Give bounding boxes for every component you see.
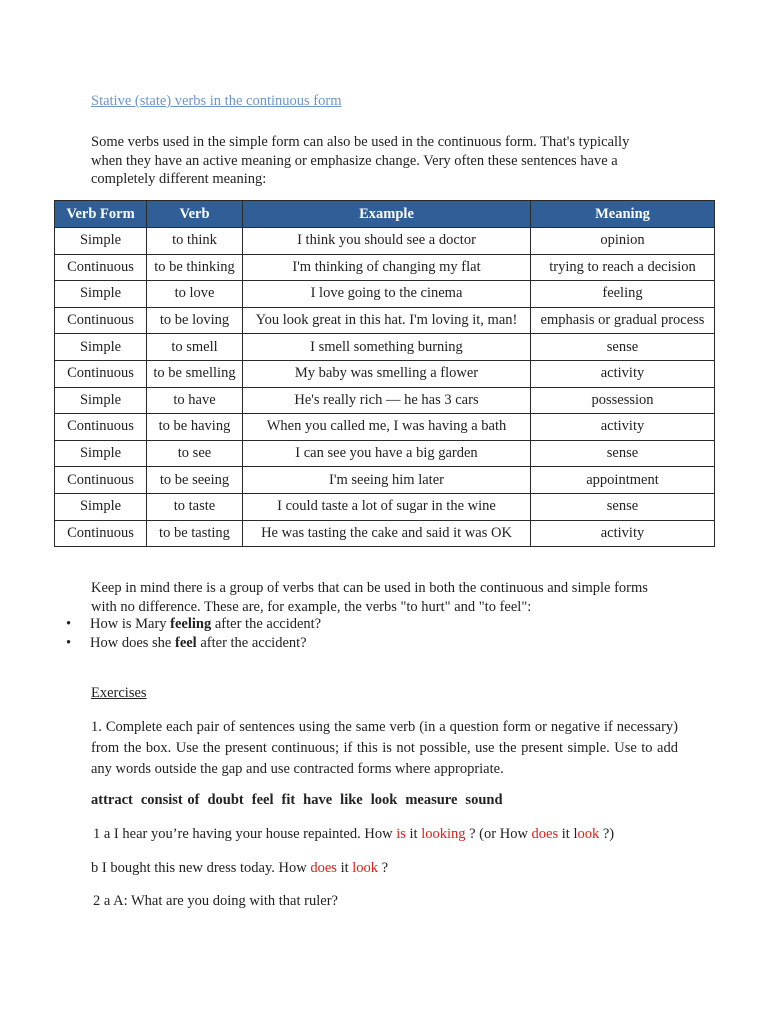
- cell-verb: to be tasting: [147, 520, 243, 547]
- table-row: [55, 281, 715, 308]
- verb-forms-table: [54, 200, 715, 547]
- table-row: [55, 467, 715, 494]
- table-row: [55, 307, 715, 334]
- cell-verb-form: Simple: [55, 281, 147, 308]
- table-row: [55, 387, 715, 414]
- cell-verb-form: Simple: [55, 334, 147, 361]
- answer-text: is: [396, 826, 406, 842]
- intro-line: Some verbs used in the simple form can also be used in the continuous form. That's typically: [91, 134, 630, 150]
- cell-example: I'm seeing him later: [243, 467, 531, 494]
- cell-meaning: emphasis or gradual process: [531, 307, 715, 334]
- keep-line: with no difference. These are, for example, the verbs "to hurt" and "to feel":: [91, 598, 532, 615]
- cell-verb: to love: [147, 281, 243, 308]
- table-row: [55, 228, 715, 255]
- line-text: 1 a I hear you’re having your house repainted. How: [93, 826, 397, 842]
- word-box-item: attract: [91, 792, 133, 808]
- cell-meaning: possession: [531, 387, 715, 414]
- header-meaning: Meaning: [531, 201, 715, 228]
- cell-example: When you called me, I was having a bath: [243, 414, 531, 441]
- cell-verb: to be thinking: [147, 254, 243, 281]
- bullet-text-after: after the accident?: [211, 616, 322, 632]
- cell-verb-form: Simple: [55, 387, 147, 414]
- cell-example: I love going to the cinema: [243, 281, 531, 308]
- cell-example: He was tasting the cake and said it was OK: [243, 520, 531, 547]
- answer-text: does: [310, 860, 337, 876]
- table-header-row: [55, 201, 715, 228]
- cell-meaning: activity: [531, 414, 715, 441]
- cell-verb: to think: [147, 228, 243, 255]
- bullet-text-before: How is Mary: [90, 616, 171, 632]
- word-box-item: doubt: [207, 792, 244, 808]
- cell-example: I can see you have a big garden: [243, 440, 531, 467]
- bullet-bold-word: feeling: [170, 616, 212, 632]
- cell-verb-form: Simple: [55, 440, 147, 467]
- cell-verb: to taste: [147, 493, 243, 520]
- line-text: it: [336, 860, 353, 876]
- line-text: ? (or How: [465, 826, 532, 842]
- bullet-item: [66, 634, 321, 653]
- cell-meaning: appointment: [531, 467, 715, 494]
- cell-verb-form: Simple: [55, 493, 147, 520]
- exercise-line-1b: [91, 860, 388, 877]
- cell-example: I could taste a lot of sugar in the wine: [243, 493, 531, 520]
- word-box: [91, 792, 511, 809]
- bullet-item: [66, 615, 321, 634]
- word-box-item: consist of: [140, 792, 200, 808]
- cell-verb: to be smelling: [147, 360, 243, 387]
- keep-line: Keep in mind there is a group of verbs that can be used in both the continuous and simple forms: [91, 580, 648, 596]
- cell-verb-form: Simple: [55, 228, 147, 255]
- word-box-item: measure: [405, 792, 458, 808]
- answer-text: does: [531, 826, 559, 842]
- word-box-item: feel: [251, 792, 274, 808]
- answer-text: ook: [577, 826, 600, 842]
- cell-verb-form: Continuous: [55, 414, 147, 441]
- word-box-item: fit: [281, 792, 296, 808]
- intro-paragraph: [91, 133, 691, 189]
- cell-verb-form: Continuous: [55, 467, 147, 494]
- cell-example: You look great in this hat. I'm loving it, man!: [243, 307, 531, 334]
- section-title[interactable]: Stative (state) verbs in the continuous form: [91, 93, 342, 109]
- cell-verb: to see: [147, 440, 243, 467]
- cell-example: I'm thinking of changing my flat: [243, 254, 531, 281]
- cell-example: I smell something burning: [243, 334, 531, 361]
- exercise-line-2a: 2 a A: What are you doing with that ruler?: [93, 893, 338, 909]
- cell-meaning: sense: [531, 440, 715, 467]
- table-row: [55, 520, 715, 547]
- cell-example: My baby was smelling a flower: [243, 360, 531, 387]
- cell-meaning: activity: [531, 360, 715, 387]
- table-body: [55, 228, 715, 547]
- cell-meaning: opinion: [531, 228, 715, 255]
- word-box-item: like: [340, 792, 363, 808]
- answer-text: looking: [421, 826, 466, 842]
- bullet-text-before: How does she: [90, 635, 175, 651]
- header-example: Example: [243, 201, 531, 228]
- line-text: b I bought this new dress today. How: [91, 860, 311, 876]
- intro-line: when they have an active meaning or emphasize change. Very often these sentences have a: [91, 152, 618, 169]
- exercise-1-instructions: 1. Complete each pair of sentences using the same verb (in a question form or negative if necessary) from the box. Use the present continuous; if this is not possible, use the present simple. Use to add any words outside the gap and use contracted forms where appropriate.: [91, 719, 678, 777]
- table-row: [55, 493, 715, 520]
- cell-verb-form: Continuous: [55, 360, 147, 387]
- bullet-text-after: after the accident?: [196, 635, 307, 651]
- intro-line: completely different meaning:: [91, 171, 267, 187]
- cell-meaning: activity: [531, 520, 715, 547]
- word-box-item: look: [370, 792, 398, 808]
- bullet-icon: •: [66, 616, 72, 632]
- line-text: ?: [378, 860, 389, 876]
- bullet-icon: •: [66, 635, 72, 651]
- cell-meaning: sense: [531, 493, 715, 520]
- cell-verb: to be having: [147, 414, 243, 441]
- cell-verb: to have: [147, 387, 243, 414]
- table-row: [55, 414, 715, 441]
- cell-verb: to smell: [147, 334, 243, 361]
- cell-example: He's really rich — he has 3 cars: [243, 387, 531, 414]
- word-box-item: sound: [465, 792, 503, 808]
- table-row: [55, 360, 715, 387]
- table-row: [55, 334, 715, 361]
- cell-meaning: feeling: [531, 281, 715, 308]
- cell-example: I think you should see a doctor: [243, 228, 531, 255]
- line-text: it: [405, 826, 422, 842]
- table-row: [55, 254, 715, 281]
- cell-verb-form: Continuous: [55, 254, 147, 281]
- header-verb: Verb: [147, 201, 243, 228]
- cell-verb-form: Continuous: [55, 307, 147, 334]
- example-bullet-list: [66, 615, 321, 653]
- line-text: ?): [599, 826, 615, 842]
- header-verb-form: Verb Form: [55, 201, 147, 228]
- cell-verb-form: Continuous: [55, 520, 147, 547]
- exercise-line-1a: [93, 826, 614, 843]
- bullet-bold-word: feel: [174, 635, 197, 651]
- keep-in-mind-paragraph: [91, 579, 691, 616]
- cell-verb: to be loving: [147, 307, 243, 334]
- cell-meaning: sense: [531, 334, 715, 361]
- exercises-heading: Exercises: [91, 685, 147, 701]
- line-text: it l: [558, 826, 578, 842]
- word-box-item: have: [303, 792, 333, 808]
- answer-text: look: [352, 860, 379, 876]
- cell-verb: to be seeing: [147, 467, 243, 494]
- cell-meaning: trying to reach a decision: [531, 254, 715, 281]
- table-row: [55, 440, 715, 467]
